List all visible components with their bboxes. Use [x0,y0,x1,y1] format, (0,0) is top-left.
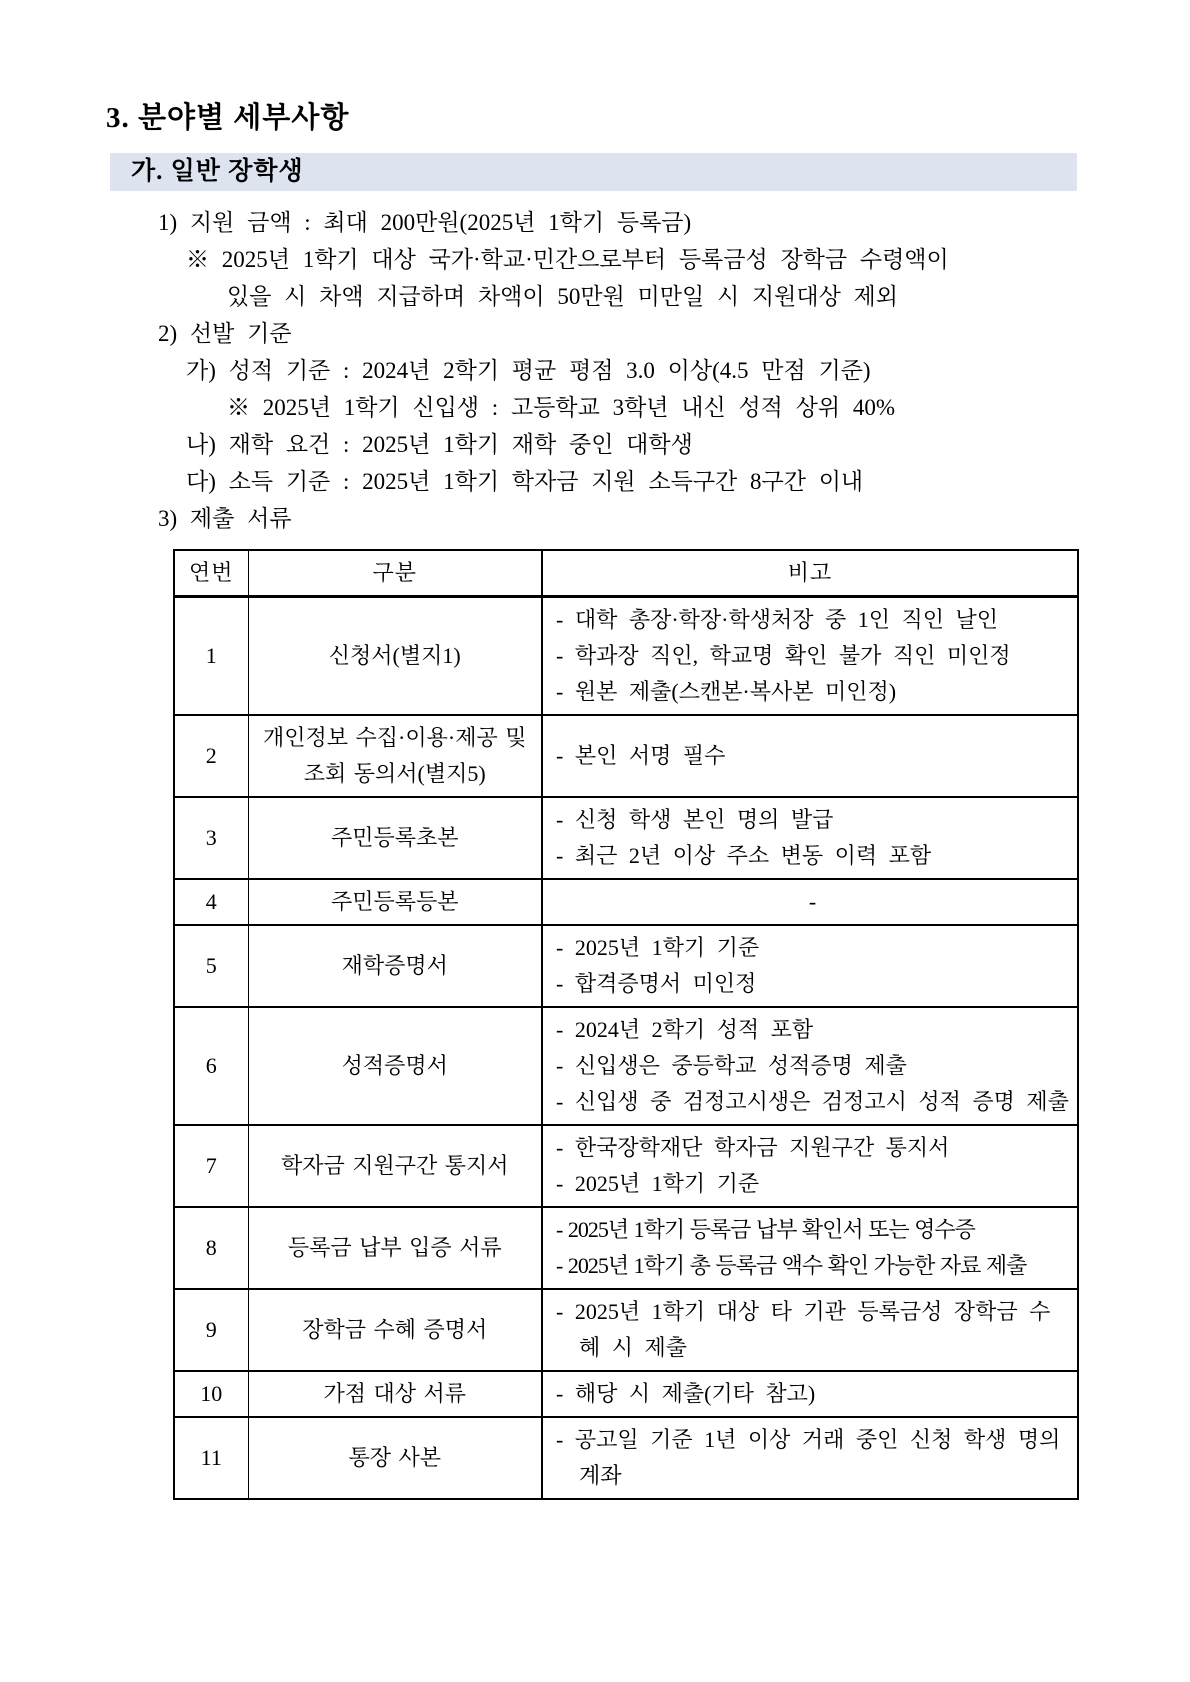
body-list [106,204,1190,537]
remarks-cell [542,715,1078,797]
remarks-cell [542,1007,1078,1125]
section-heading-bar: 가. 일반 장학생 [110,153,1077,191]
table-row [174,1007,1078,1125]
table-row [174,1289,1078,1371]
table-body [174,597,1078,1500]
remark-line: - 최근 2년 이상 주소 변동 이력 포함 [556,843,932,868]
remarks-cell [542,1207,1078,1289]
table-row [174,925,1078,1007]
remark-line: - 공고일 기준 1년 이상 거래 중인 신청 학생 명의 계좌 [556,1427,1061,1488]
remark-line: - 합격증명서 미인정 [556,971,757,996]
row-number: 6 [174,1007,248,1125]
remark-line: - 신입생은 중등학교 성적증명 제출 [556,1053,907,1078]
table-row [174,1125,1078,1207]
body-line: ※ 2025년 1학기 신입생 : 고등학교 3학년 내신 성적 상위 40% [227,395,895,420]
row-number: 4 [174,879,248,925]
remarks-cell [542,1289,1078,1371]
row-number: 10 [174,1371,248,1417]
row-number: 7 [174,1125,248,1207]
row-number: 9 [174,1289,248,1371]
remark-line: - 2025년 1학기 기준 [556,1171,760,1196]
document-category: 주민등록등본 [248,879,542,925]
document-category: 통장 사본 [248,1417,542,1499]
remark-line: - 2025년 1학기 대상 타 기관 등록금성 장학금 수혜 시 제출 [556,1299,1051,1360]
remarks-cell [542,1371,1078,1417]
remarks-cell [542,1417,1078,1499]
row-number: 8 [174,1207,248,1289]
body-line: 다) 소득 기준 : 2025년 1학기 학자금 지원 소득구간 8구간 이내 [186,469,864,494]
row-number: 11 [174,1417,248,1499]
remarks-cell [542,925,1078,1007]
document-category: 학자금 지원구간 통지서 [248,1125,542,1207]
document-category: 성적증명서 [248,1007,542,1125]
row-number: 3 [174,797,248,879]
remark-line: - 학과장 직인, 학교명 확인 불가 직인 미인정 [556,643,1011,668]
document-category: 개인정보 수집·이용·제공 및 조회 동의서(별지5) [248,715,542,797]
remark-line: - 한국장학재단 학자금 지원구간 통지서 [556,1135,950,1160]
remark-line: - 해당 시 제출(기타 참고) [556,1381,816,1406]
document-category: 가점 대상 서류 [248,1371,542,1417]
remarks-cell [542,597,1078,716]
document-category: 등록금 납부 입증 서류 [248,1207,542,1289]
table-row [174,1207,1078,1289]
document-category: 신청서(별지1) [248,597,542,716]
remark-line: - 신청 학생 본인 명의 발급 [556,807,834,832]
table-row [174,715,1078,797]
body-line: ※ 2025년 1학기 대상 국가·학교·민간으로부터 등록금성 장학금 수령액이 [186,247,949,272]
remark-line: - 2024년 2학기 성적 포함 [556,1017,814,1042]
remark-line: - [808,889,817,914]
body-line: 2) 선발 기준 [158,321,292,346]
table-row [174,1371,1078,1417]
remark-line: - 대학 총장·학장·학생처장 중 1인 직인 날인 [556,607,999,632]
document-category: 재학증명서 [248,925,542,1007]
remark-line: - 2025년 1학기 총 등록금 액수 확인 가능한 자료 제출 [556,1253,1027,1278]
remark-line: - 신입생 중 검정고시생은 검정고시 성적 증명 제출 [556,1089,1069,1114]
document-category: 주민등록초본 [248,797,542,879]
table-row [174,597,1078,716]
remark-line: - 본인 서명 필수 [556,743,726,768]
body-line: 있을 시 차액 지급하며 차액이 50만원 미만일 시 지원대상 제외 [227,284,898,309]
remark-line: - 2025년 1학기 기준 [556,935,760,960]
row-number: 2 [174,715,248,797]
row-number: 5 [174,925,248,1007]
remarks-cell [542,1125,1078,1207]
page-title: 3. 분야별 세부사항 [106,102,350,134]
table-row [174,879,1078,925]
row-number: 1 [174,597,248,716]
body-line: 1) 지원 금액 : 최대 200만원(2025년 1학기 등록금) [158,210,692,235]
remark-line: - 원본 제출(스캔본·복사본 미인정) [556,679,897,704]
remarks-cell [542,879,1078,925]
column-header-no: 연번 [174,550,248,597]
table-row [174,1417,1078,1499]
submission-documents-table [173,549,1079,1500]
column-header-remarks: 비고 [542,550,1078,597]
table-row [174,797,1078,879]
remark-line: - 2025년 1학기 등록금 납부 확인서 또는 영수증 [556,1217,975,1242]
column-header-category: 구분 [248,550,542,597]
body-line: 가) 성적 기준 : 2024년 2학기 평균 평점 3.0 이상(4.5 만점 기준) [186,358,871,383]
remarks-cell [542,797,1078,879]
body-line: 나) 재학 요건 : 2025년 1학기 재학 중인 대학생 [186,432,693,457]
document-category: 장학금 수혜 증명서 [248,1289,542,1371]
body-line: 3) 제출 서류 [158,506,292,531]
table-header [174,550,1078,597]
